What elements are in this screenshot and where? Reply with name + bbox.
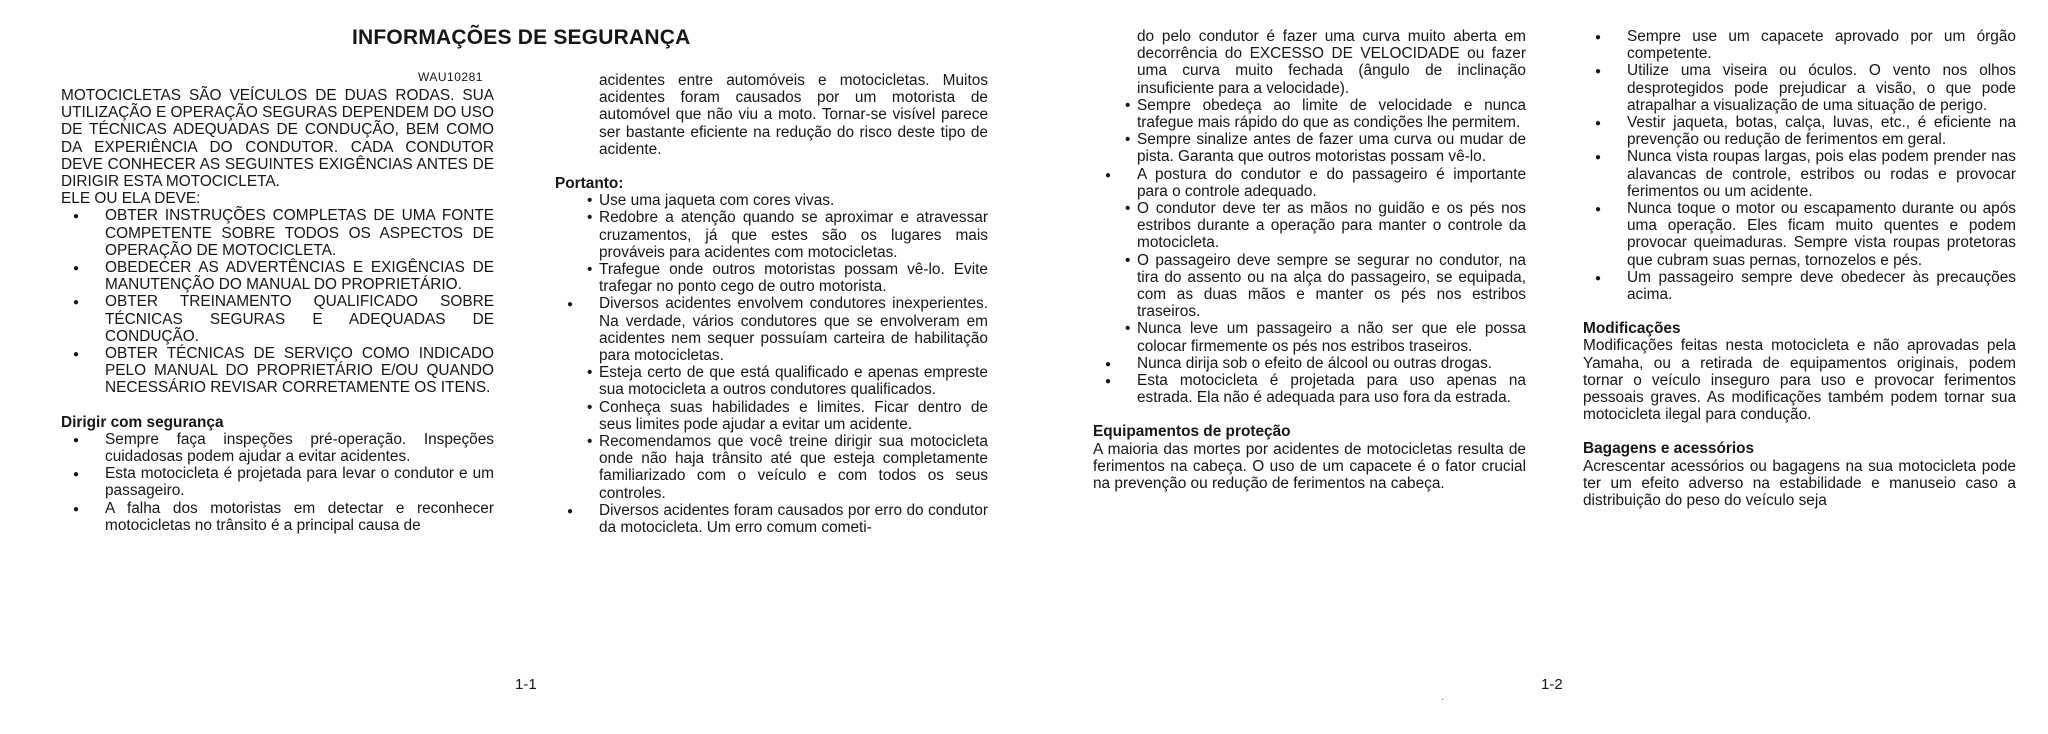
equipment-heading: Equipamentos de proteção: [1093, 423, 1291, 441]
continuation-text: do pelo condutor é fazer uma curva muito aberta em decorrência do EXCESSO DE VELOCIDADE ou fazer uma curva muito fechada (ângulo de inclinação insuficiente para a velocidade).: [1137, 28, 1526, 97]
section-heading-dirigir: Dirigir com segurança: [61, 413, 224, 431]
warning-lead: ELE OU ELA DEVE:: [61, 190, 201, 208]
posture-item: • Nunca leve um passageiro a não ser que ele possa colocar firmemente os pés nos estribos traseiros.: [1093, 320, 1526, 354]
equipment-bullet: ● Vestir jaqueta, botas, calça, luvas, etc., é eficiente na prevenção ou redução de ferimentos em geral.: [1583, 114, 2016, 148]
portanto-heading: Portanto:: [555, 175, 624, 193]
portanto-item: • Trafegue onde outros motoristas possam vê-lo. Evite trafegar no ponto cego de outro motorista.: [555, 261, 988, 295]
posture-item: • O condutor deve ter as mãos no guidão e os pés nos estribos durante a operação para manter o controle da motocicleta.: [1093, 200, 1526, 252]
posture-bullet: ● A postura do condutor e do passageiro é importante para o controle adequado.: [1093, 166, 1526, 200]
warning-bullet: ● OBTER INSTRUÇÕES COMPLETAS DE UMA FONTE COMPETENTE SOBRE TODOS OS ASPECTOS DE OPERAÇÃO DE MOTOCICLETA.: [61, 207, 494, 259]
left-column-1: [61, 87, 494, 534]
inexperienced-item: • Esteja certo de que está qualificado e apenas empreste sua motocicleta a outros condutores qualificados.: [555, 364, 988, 398]
warning-bullet: ● OBEDECER AS ADVERTÊNCIAS E EXIGÊNCIAS DE MANUTENÇÃO DO MANUAL DO PROPRIETÁRIO.: [61, 259, 494, 293]
equipment-text: A maioria das mortes por acidentes de motocicletas resulta de ferimentos na cabeça. O uso de um capacete é o fator crucial na prevenção ou redução de ferimentos na cabeça.: [1093, 440, 1526, 493]
equipment-bullet: ● Utilize uma viseira ou óculos. O vento nos olhos desprotegidos pode prejudicar a visão, o que pode atrapalhar a visualização de uma situação de perigo.: [1583, 62, 2016, 114]
posture-item: • O passageiro deve sempre se segurar no condutor, na tira do assento ou na alça do passageiro, se equipada, com as duas mãos e manter os pés nos estribos traseiros.: [1093, 252, 1526, 321]
warning-bullet: ● OBTER TREINAMENTO QUALIFICADO SOBRE TÉCNICAS SEGURAS E ADEQUADAS DE CONDUÇÃO.: [61, 293, 494, 345]
equipment-bullet: ● Um passageiro sempre deve obedecer às precauções acima.: [1583, 269, 2016, 303]
speed-item: • Sempre obedeça ao limite de velocidade e nunca trafegue mais rápido do que as condições lhe permitem.: [1093, 97, 1526, 131]
portanto-item: • Redobre a atenção quando se aproximar e atravessar cruzamentos, já que estes são os lugares mais prováveis para acidentes com motocicletas.: [555, 209, 988, 261]
baggage-text: Acrescentar acessórios ou bagagens na sua motocicleta pode ter um efeito adverso na estabilidade e manuseio caso a distribuição do peso do veículo seja: [1583, 457, 2016, 510]
inexperienced-item: • Recomendamos que você treine dirigir sua motocicleta onde não haja trânsito até que esteja completamente familiarizado com o veículo e com todos os seus controles.: [555, 433, 988, 502]
modifications-heading: Modificações: [1583, 320, 1681, 338]
inexperienced-item: • Conheça suas habilidades e limites. Ficar dentro de seus limites pode ajudar a evitar um acidente.: [555, 399, 988, 433]
equipment-bullet: ● Nunca vista roupas largas, pois elas podem prender nas alavancas de controle, estribos ou rodas e provocar ferimentos ou um acidente.: [1583, 148, 2016, 200]
safety-bullet: ● A falha dos motoristas em detectar e reconhecer motocicletas no trânsito é a principal causa de: [61, 500, 494, 534]
right-column-1: [1093, 28, 1526, 492]
stray-dot: ·: [1441, 694, 1445, 705]
right-column-2: [1583, 28, 2016, 509]
warning-intro: MOTOCICLETAS SÃO VEÍCULOS DE DUAS RODAS. SUA UTILIZAÇÃO E OPERAÇÃO SEGURAS DEPENDEM DO USO DE TÉCNICAS ADEQUADAS DE CONDUÇÃO, BEM COMO DA EXPERIÊNCIA DO CONDUTOR. CADA CONDUTOR DEVE CONHECER AS SEGUINTES EXIGÊNCIAS ANTES DE DIRIGIR ESTA MOTOCICLETA.: [61, 87, 494, 191]
page-number-right: 1-2: [1541, 676, 1563, 693]
baggage-heading: Bagagens e acessórios: [1583, 440, 1755, 458]
document-code: WAU10281: [418, 70, 483, 84]
continuation-text: acidentes entre automóveis e motocicletas. Muitos acidentes foram causados por um motorista de automóvel que não viu a moto. Tornar-se visível parece ser bastante eficiente na redução do risco deste tipo de acidente.: [599, 72, 988, 158]
equipment-bullet: ● Sempre use um capacete aprovado por um órgão competente.: [1583, 28, 2016, 62]
safety-bullet: ● Sempre faça inspeções pré-operação. Inspeções cuidadosas podem ajudar a evitar acidentes.: [61, 431, 494, 465]
inexperienced-bullet: ● Diversos acidentes envolvem condutores inexperientes. Na verdade, vários condutores que se envolveram em acidentes nem sequer possuíam carteira de habilitação para motocicletas.: [555, 295, 988, 364]
error-bullet: ● Diversos acidentes foram causados por erro do condutor da motocicleta. Um erro comum cometi-: [555, 502, 988, 536]
warning-bullet: ● OBTER TÉCNICAS DE SERVIÇO COMO INDICADO PELO MANUAL DO PROPRIETÁRIO E/OU QUANDO NECESSÁRIO REVISAR CORRETAMENTE OS ITENS.: [61, 345, 494, 397]
page-title: INFORMAÇÕES DE SEGURANÇA: [352, 26, 691, 49]
modifications-text: Modificações feitas nesta motocicleta e não aprovadas pela Yamaha, ou a retirada de equipamentos originais, podem tornar o veículo inseguro para uso e provocar ferimentos pessoais graves. As modificações também podem tornar sua motocicleta ilegal para condução.: [1583, 337, 2016, 424]
safety-bullet: ● Esta motocicleta é projetada para levar o condutor e um passageiro.: [61, 465, 494, 499]
left-column-2: [555, 72, 988, 536]
equipment-bullet: ● Nunca toque o motor ou escapamento durante ou após uma operação. Eles ficam muito quentes e podem provocar queimaduras. Sempre vista roupas protetoras que cubram suas pernas, tornozelos e pés.: [1583, 200, 2016, 269]
portanto-item: • Use uma jaqueta com cores vivas.: [555, 192, 988, 209]
alcohol-bullet: ● Nunca dirija sob o efeito de álcool ou outras drogas.: [1093, 355, 1526, 372]
road-bullet: ● Esta motocicleta é projetada para uso apenas na estrada. Ela não é adequada para uso fora da estrada.: [1093, 372, 1526, 406]
page-number-left: 1-1: [515, 676, 537, 693]
speed-item: • Sempre sinalize antes de fazer uma curva ou mudar de pista. Garanta que outros motoristas possam vê-lo.: [1093, 131, 1526, 165]
